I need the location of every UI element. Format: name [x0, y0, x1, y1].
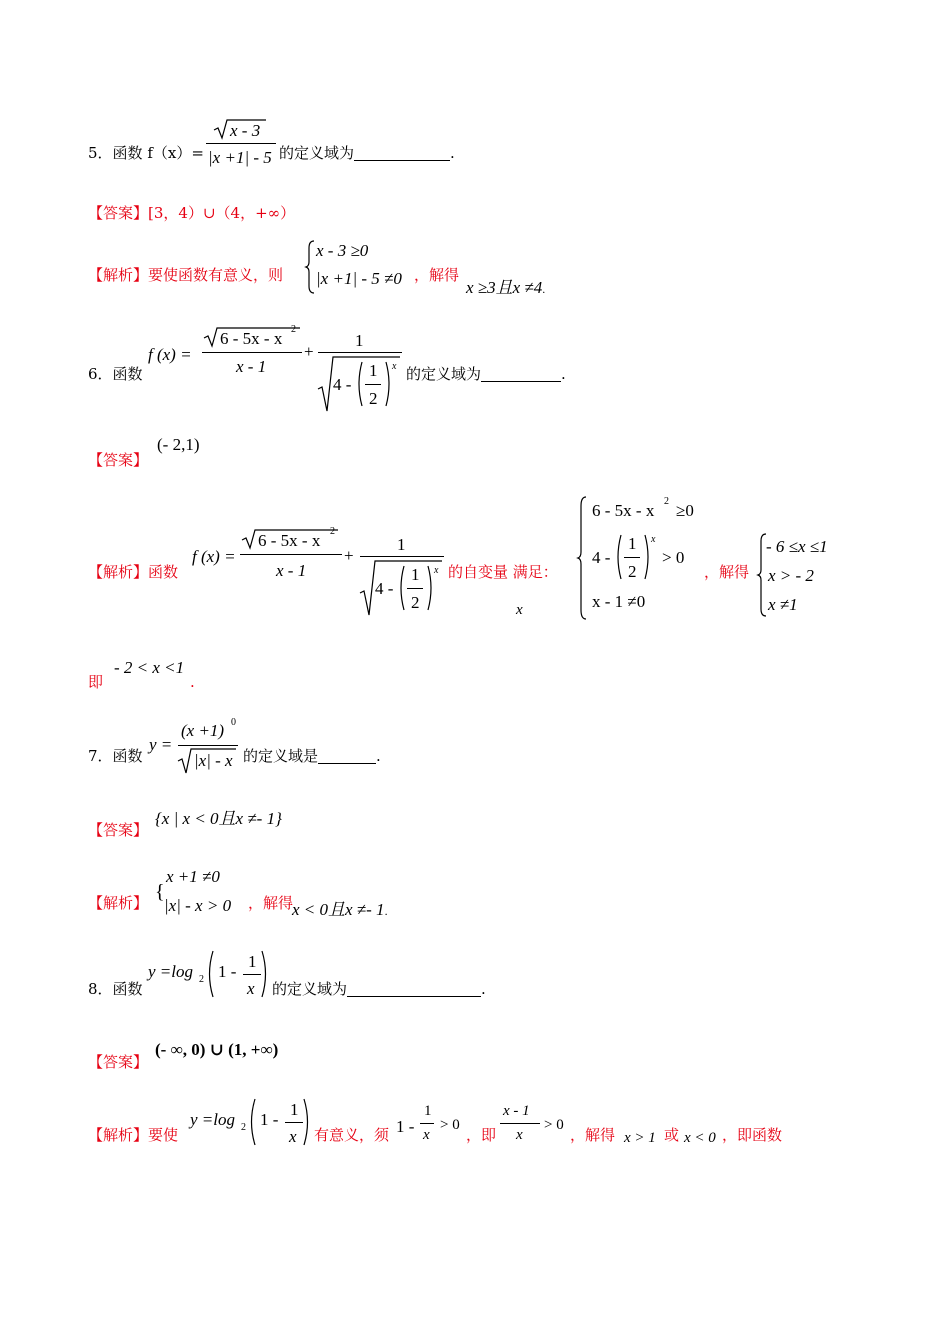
- q5-answer-line: [88, 206, 295, 221]
- q6a-frac2-bar: [360, 556, 444, 557]
- q6a-half-den: 2: [411, 593, 420, 612]
- q5-denominator: |x +1| - 5: [208, 148, 272, 167]
- q6-sys2-pre: 4 -: [592, 548, 611, 567]
- q8-analysis-pre: 要使: [148, 1126, 179, 1144]
- q7-bar: [178, 745, 238, 746]
- q7-sys2: |x| - x > 0: [164, 896, 232, 915]
- q6-sys3: x - 1 ≠0: [592, 592, 646, 611]
- q7-den: |x| - x: [194, 751, 233, 770]
- q8-xm1: x - 1: [503, 1103, 530, 1119]
- q7-lhs: y =: [149, 735, 173, 754]
- q7-exp0: 0: [231, 717, 236, 728]
- q7-answer-label: 【答案】: [88, 821, 149, 839]
- q8-after: [272, 982, 486, 997]
- q8-fbar: [243, 974, 261, 975]
- q8-xm1-gt: > 0: [544, 1117, 564, 1133]
- q6a-half-bar: [407, 588, 423, 589]
- q8-huo: 或: [664, 1126, 680, 1144]
- q6-answer-label: 【答案】: [88, 451, 149, 469]
- q8-text: 函数: [112, 980, 143, 998]
- q5-end: .: [450, 144, 455, 162]
- q5-result-end: .: [542, 282, 546, 296]
- q8-number: 8．: [88, 980, 113, 998]
- q8-analysis-line: [88, 1128, 178, 1143]
- q5-after-text: 的定义域为: [279, 144, 355, 162]
- q8-answer-label: 【答案】: [88, 1053, 149, 1071]
- q7-after: [243, 749, 381, 764]
- q8-answer: (- ∞, 0) ∪ (1, +∞): [155, 1040, 279, 1059]
- q8-analysis-mid1: 有意义，须: [314, 1126, 390, 1144]
- q8-r2: x < 0: [684, 1130, 716, 1146]
- q8-end: .: [481, 980, 486, 998]
- q6a-lhs: f (x) =: [192, 547, 236, 566]
- q7-num: (x +1): [181, 721, 225, 740]
- q8a-base: 2: [241, 1122, 246, 1133]
- q6-sol2: x > - 2: [768, 566, 814, 585]
- q6-sys2-half-num: 1: [628, 534, 637, 553]
- q8a-fbar: [285, 1122, 303, 1123]
- q8a-fden: x: [289, 1127, 297, 1146]
- q7-answer: {x | x < 0且x ≠- 1}: [155, 809, 282, 828]
- q8-inner: 1 -: [218, 962, 237, 981]
- q8-xm1-bar: [500, 1123, 540, 1124]
- q7-result-end: .: [384, 904, 388, 918]
- q6-analysis-mid: 的自变量 满足：: [448, 563, 558, 581]
- q6-sys1-exp: 2: [664, 496, 669, 507]
- q5-analysis-label-line: [88, 268, 283, 283]
- q6-sys2-half-den: 2: [628, 562, 637, 581]
- q6a-exp2: 2: [330, 526, 335, 537]
- q6-sys1: [592, 502, 654, 519]
- q5-stem: [88, 146, 204, 161]
- q7-text: 函数: [112, 747, 143, 765]
- q8-r1: x > 1: [624, 1130, 656, 1146]
- q7-end: .: [376, 747, 381, 765]
- q6-frac1-num-text: 6 - 5x - x: [220, 329, 283, 348]
- q5-answer: [3，4）∪（4，+∞）: [148, 204, 296, 222]
- q6a-plus: +: [344, 546, 354, 565]
- q6-blank: [481, 367, 561, 382]
- q6-inner: 4 -: [333, 375, 352, 394]
- q8-fnum: 1: [248, 952, 257, 971]
- q6-plus: +: [304, 342, 314, 361]
- q6-stem: [88, 367, 143, 382]
- q5-radicand: x - 3: [230, 121, 261, 140]
- q6-exp2: 2: [291, 324, 296, 335]
- q6-sys2-half-bar: [624, 557, 640, 558]
- q6-frac2-num: 1: [355, 331, 364, 350]
- q6a-frac1-bar: [240, 554, 342, 555]
- q6-sol1: - 6 ≤x ≤1: [766, 537, 828, 556]
- q5-brace: [306, 240, 316, 294]
- q5-sys2: |x +1| - 5 ≠0: [316, 269, 402, 288]
- q6-half-den: 2: [369, 389, 378, 408]
- q5-fx: f（x）=: [147, 144, 204, 162]
- q6-after: [406, 367, 566, 382]
- q7-blank: [318, 749, 376, 764]
- q6-end: .: [561, 365, 566, 383]
- q6-sys2-tail: > 0: [662, 548, 685, 567]
- q6-analysis-label: 【解析】: [88, 563, 149, 581]
- q8-analysis-solve: ，解得: [570, 1126, 616, 1144]
- q8-analysis-tail: ，即函数: [722, 1126, 783, 1144]
- q6-brace1: [578, 496, 588, 620]
- q8-ineq1-den: x: [423, 1127, 430, 1143]
- q8-ineq1: 1 -: [396, 1117, 415, 1136]
- q8-ineq1-gt: > 0: [440, 1117, 460, 1133]
- q7-brace: {: [155, 881, 165, 903]
- q6-lhs: f (x) =: [148, 345, 192, 364]
- q5-analysis-mid: ，解得: [414, 266, 460, 284]
- q8-fden: x: [247, 979, 255, 998]
- q5-number: 5．: [88, 144, 113, 162]
- q6a-frac1-den: x - 1: [276, 561, 307, 580]
- q6-frac1-den: x - 1: [236, 357, 267, 376]
- q6-half-num: 1: [369, 361, 378, 380]
- q8-ineq1-num: 1: [424, 1103, 432, 1119]
- q7-result-text: x < 0且x ≠- 1: [292, 900, 385, 919]
- q8a-inner: 1 -: [260, 1110, 279, 1129]
- q5-blank: [354, 146, 450, 161]
- q6-exp-x: x: [392, 361, 397, 372]
- q8-expr: y =log: [148, 962, 193, 981]
- q8-analysis-ji: ，即: [466, 1126, 497, 1144]
- q6a-exp-x: x: [434, 565, 439, 576]
- q6-sol3: x ≠1: [768, 595, 798, 614]
- q6-sys1-text: 6 - 5x - x: [592, 501, 655, 520]
- q6-number: 6．: [88, 365, 113, 383]
- q5-text: 函数: [112, 144, 143, 162]
- q8a-expr: y =log: [190, 1110, 235, 1129]
- q8-ineq1-bar: [420, 1123, 434, 1124]
- q7-stem: [88, 749, 143, 764]
- q6-ji: 即: [88, 673, 104, 691]
- q6a-half-num: 1: [411, 565, 420, 584]
- q7-analysis-mid: ，解得: [248, 894, 294, 912]
- q8-base: 2: [199, 974, 204, 985]
- q6a-inner: 4 -: [375, 579, 394, 598]
- q5-analysis-pre: 要使函数有意义，则: [148, 266, 284, 284]
- q6-analysis-text: 函数: [148, 563, 179, 581]
- q6-answer: (- 2,1): [157, 435, 200, 454]
- q6-after-text: 的定义域为: [406, 365, 482, 383]
- q6-frac2-bar: [318, 352, 402, 353]
- q5-answer-label: 【答案】: [88, 204, 149, 222]
- q8a-fnum: 1: [290, 1100, 299, 1119]
- q6-analysis-solve: ，解得: [704, 563, 750, 581]
- q7-after-text: 的定义域是: [243, 747, 319, 765]
- q6-analysis-label-line: [88, 565, 178, 580]
- q6-ji-result: - 2 < x <1: [114, 658, 185, 677]
- q5-result-text: x ≥3且x ≠4: [466, 278, 543, 297]
- q6-frac1-num: [220, 330, 282, 347]
- q7-sys1: x +1 ≠0: [166, 867, 220, 886]
- q7-result: [292, 901, 388, 918]
- q6a-frac1-num: 6 - 5x - x: [258, 531, 321, 550]
- q6-ji-end: .: [190, 673, 195, 691]
- q5-sys1: x - 3 ≥0: [316, 241, 369, 260]
- q6-var-x: x: [516, 602, 523, 618]
- q5-fraction-bar: [206, 143, 276, 144]
- q6-half-bar: [365, 384, 381, 385]
- q8-stem: [88, 982, 143, 997]
- q7-analysis-label: 【解析】: [88, 894, 149, 912]
- q5-after: [279, 146, 455, 161]
- q5-result: [466, 279, 545, 296]
- q6-frac1-bar: [202, 352, 302, 353]
- q7-number: 7．: [88, 747, 113, 765]
- q8-analysis-label: 【解析】: [88, 1126, 149, 1144]
- q5-analysis-label: 【解析】: [88, 266, 149, 284]
- q8-blank: [347, 982, 481, 997]
- q6-text: 函数: [112, 365, 143, 383]
- q6-sys1-tail: ≥0: [676, 501, 694, 520]
- q6a-frac2-num: 1: [397, 535, 406, 554]
- q8-xm1-den: x: [516, 1127, 523, 1143]
- q8-after-text: 的定义域为: [272, 980, 348, 998]
- q6-sys2-exp: x: [651, 534, 656, 545]
